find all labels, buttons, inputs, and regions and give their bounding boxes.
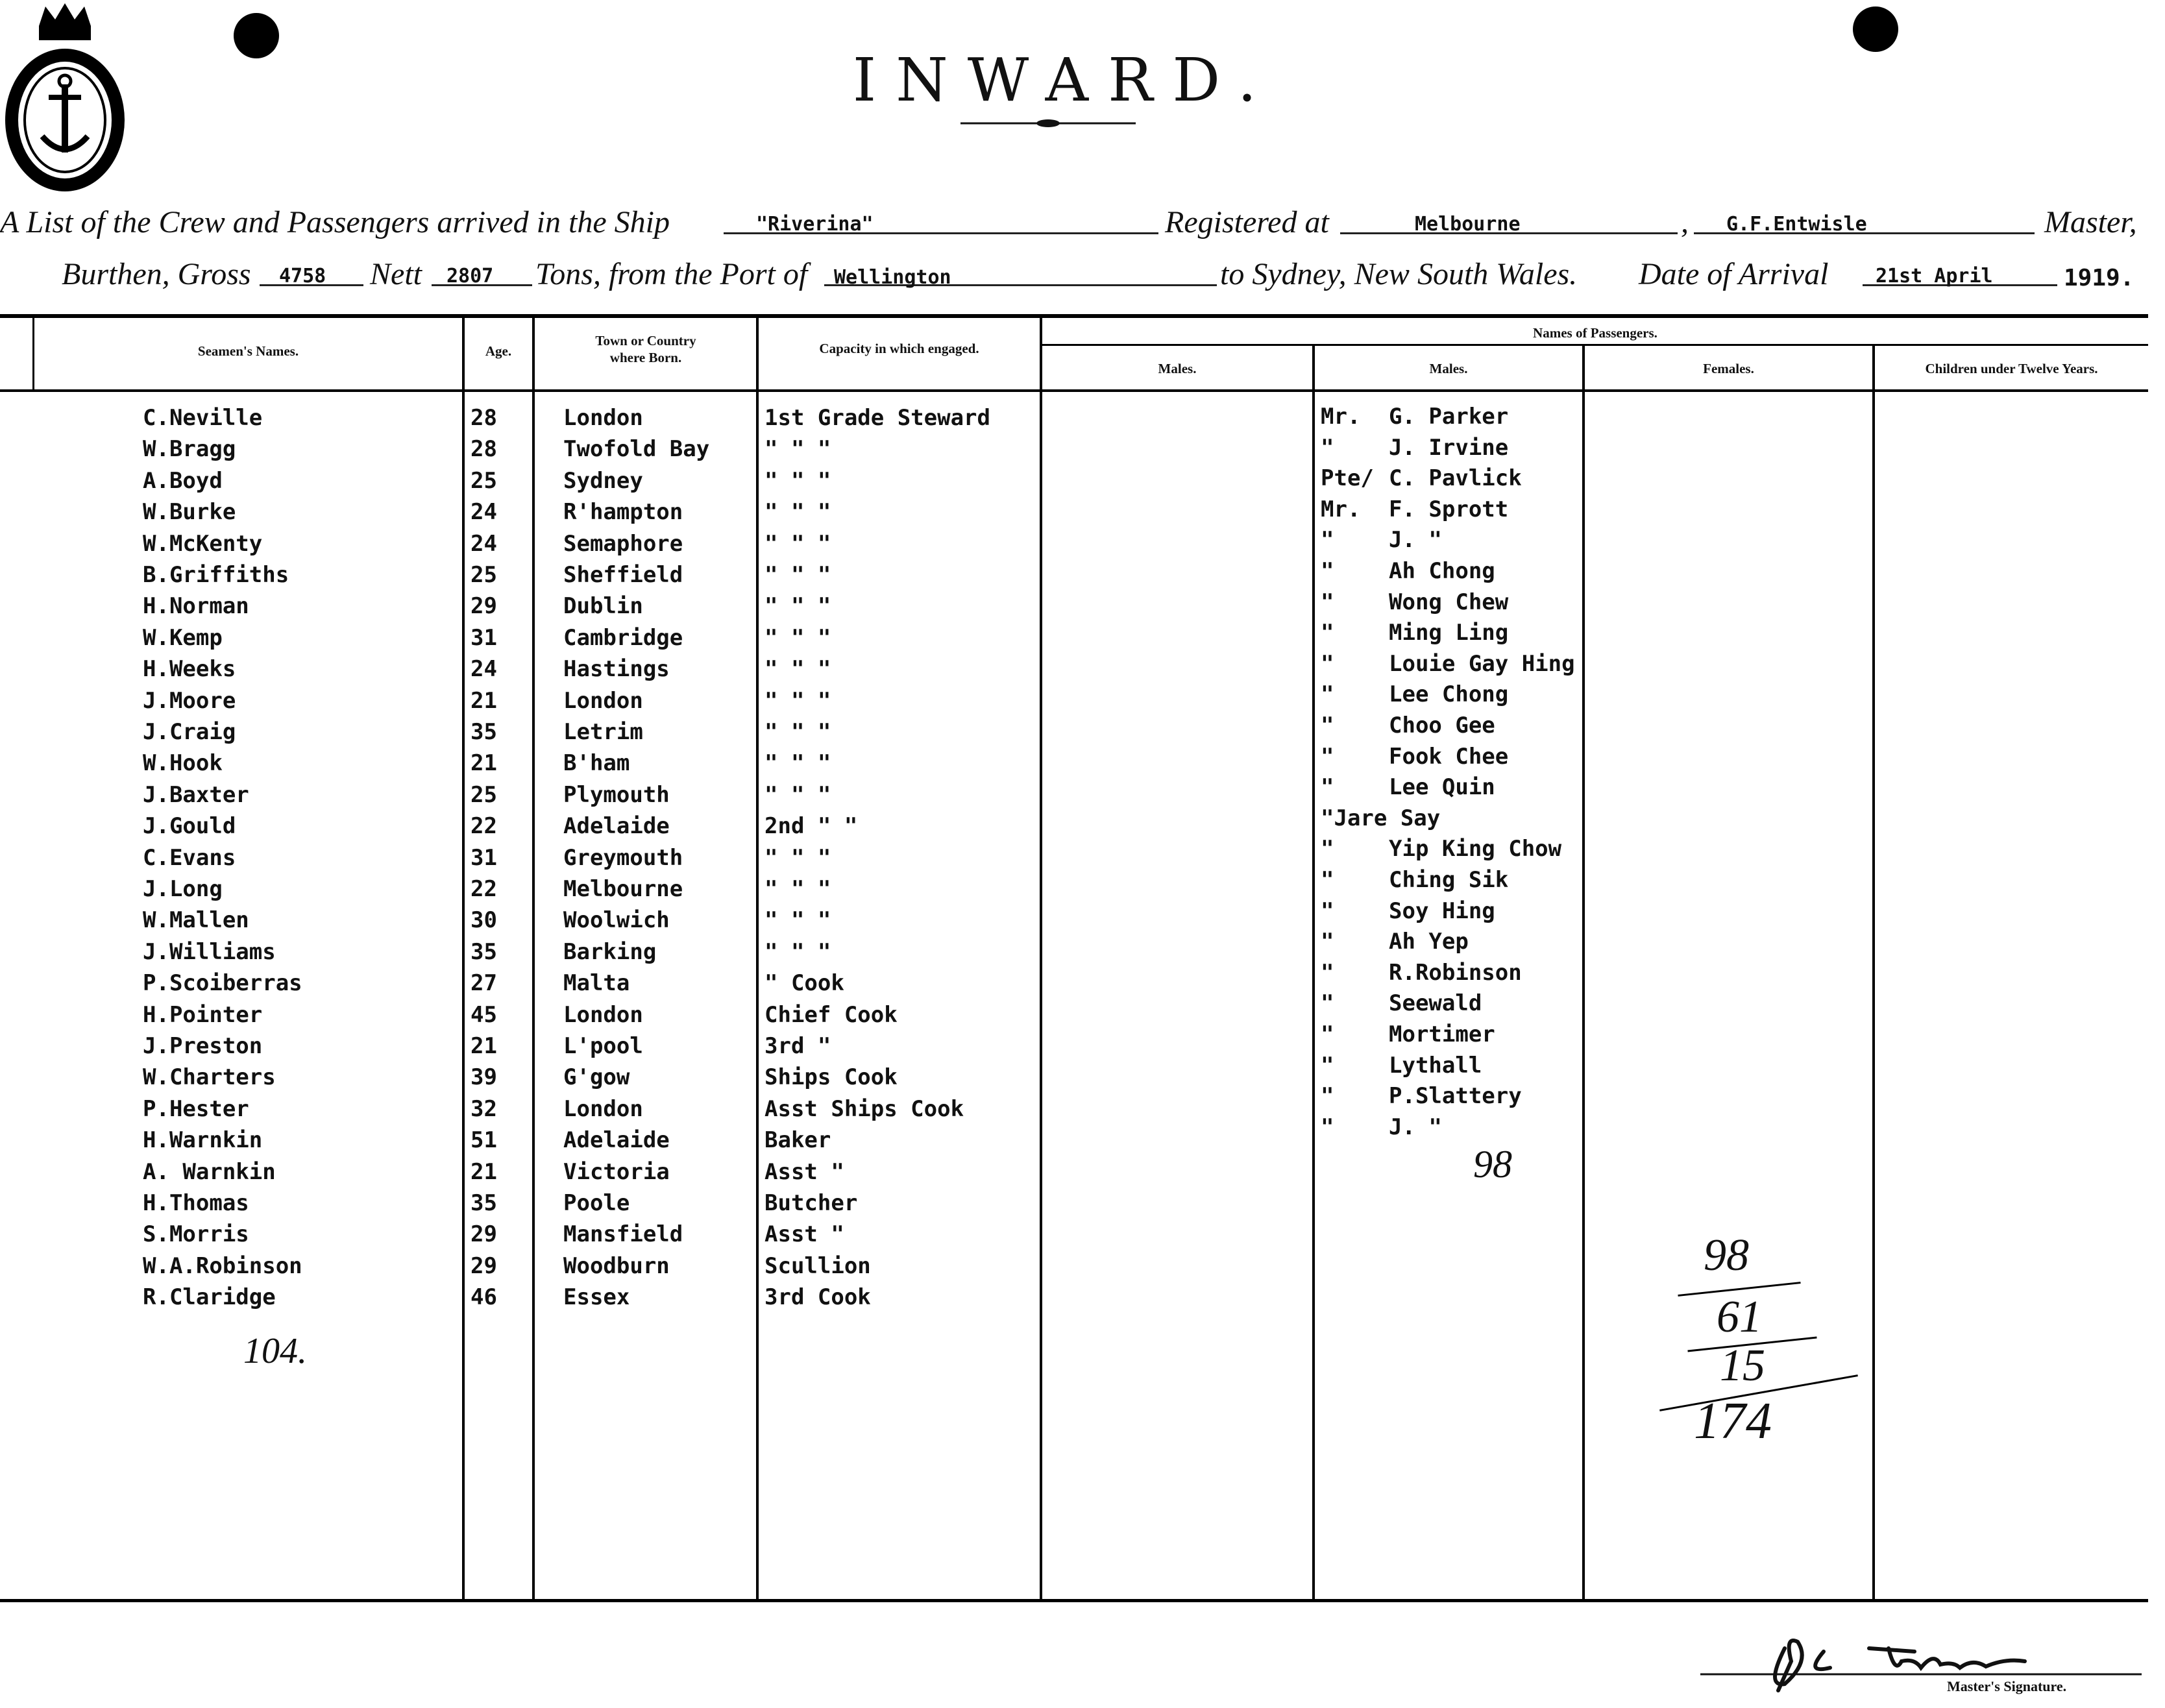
crew-birthplace: London	[563, 1002, 643, 1028]
crew-name: H.Norman	[143, 593, 249, 619]
passenger-title: "	[1321, 589, 1334, 615]
column-rule	[1872, 345, 1875, 1600]
crew-age: 32	[471, 1096, 497, 1122]
crew-birthplace: R'hampton	[563, 499, 683, 525]
crew-capacity: " " "	[764, 750, 831, 776]
crew-age: 31	[471, 845, 497, 871]
crew-name: W.Burke	[143, 499, 236, 525]
passenger-title: "	[1321, 867, 1334, 893]
passenger-name: Seewald	[1389, 990, 1482, 1016]
crew-birthplace: London	[563, 688, 643, 714]
crew-age: 30	[471, 907, 497, 933]
passenger-name: G. Parker	[1389, 404, 1509, 430]
crew-birthplace: Cambridge	[563, 625, 683, 651]
crew-birthplace: Adelaide	[563, 813, 670, 839]
crew-birthplace: Adelaide	[563, 1127, 670, 1153]
crew-age: 45	[471, 1002, 497, 1028]
passenger-title: "	[1321, 1021, 1334, 1047]
header-comma: ,	[1681, 205, 1689, 239]
seal-logo	[0, 0, 130, 195]
crew-age: 25	[471, 782, 497, 808]
passenger-name: Yip King Chow	[1389, 836, 1562, 862]
passenger-title: "	[1321, 651, 1334, 677]
passenger-title: "	[1321, 527, 1334, 553]
crew-name: J.Craig	[143, 719, 236, 745]
passenger-title: "	[1321, 929, 1334, 955]
crew-age: 35	[471, 939, 497, 965]
crew-age: 28	[471, 405, 497, 431]
passenger-name: Lythall	[1389, 1053, 1482, 1079]
crew-name: W.A.Robinson	[143, 1253, 302, 1279]
crew-capacity: " " "	[764, 593, 831, 619]
crew-capacity: " " "	[764, 939, 831, 965]
crew-capacity: " " "	[764, 499, 831, 525]
crew-name: C.Evans	[143, 845, 236, 871]
tally-total: 174	[1694, 1393, 1772, 1450]
crew-capacity: " Cook	[764, 970, 844, 996]
crew-capacity: 3rd Cook	[764, 1284, 871, 1310]
crew-name: W.Kemp	[143, 625, 223, 651]
crew-name: J.Gould	[143, 813, 236, 839]
column-rule	[1582, 345, 1585, 1600]
passenger-title: "	[1321, 558, 1334, 584]
crew-name: W.Bragg	[143, 436, 236, 462]
master-name: G.F.Entwisle	[1726, 213, 1867, 236]
crew-birthplace: Melbourne	[563, 876, 683, 902]
from-port-label: Tons, from the Port of	[535, 257, 808, 291]
crew-capacity: " " "	[764, 436, 831, 462]
crew-capacity: Chief Cook	[764, 1002, 898, 1028]
crew-birthplace: Victoria	[563, 1159, 670, 1185]
crew-birthplace: Poole	[563, 1190, 630, 1216]
column-rule	[32, 318, 34, 389]
header-line1-lead: A List of the Crew and Passengers arrived in the Ship	[0, 205, 670, 239]
crew-birthplace: Woodburn	[563, 1253, 670, 1279]
passenger-name: Soy Hing	[1389, 898, 1495, 924]
passenger-name: Ah Chong	[1389, 558, 1495, 584]
crew-capacity: Baker	[764, 1127, 831, 1153]
crew-age: 25	[471, 468, 497, 494]
burthen-label: Burthen, Gross	[62, 257, 251, 291]
col-head-males-2: Males.	[1429, 361, 1468, 376]
crew-name: J.Preston	[143, 1033, 263, 1059]
col-head-seamen: Seamen's Names.	[197, 343, 299, 359]
crew-age: 22	[471, 876, 497, 902]
crew-capacity: Asst "	[764, 1221, 844, 1247]
crew-age: 21	[471, 688, 497, 714]
crew-birthplace: Semaphore	[563, 531, 683, 557]
passenger-name: J. "	[1389, 527, 1442, 553]
passenger-title: "	[1321, 713, 1334, 738]
column-rule	[1312, 345, 1315, 1600]
crew-capacity: Butcher	[764, 1190, 858, 1216]
passenger-name: Ah Yep	[1389, 929, 1469, 955]
crew-name: S.Morris	[143, 1221, 249, 1247]
passenger-name: Lee Quin	[1389, 774, 1495, 800]
crew-birthplace: Plymouth	[563, 782, 670, 808]
crew-age: 29	[471, 593, 497, 619]
crew-capacity: " " "	[764, 719, 831, 745]
crew-birthplace: Sydney	[563, 468, 643, 494]
header-bottom-rule	[0, 389, 2148, 392]
col-head-age: Age.	[485, 343, 512, 359]
punch-hole-left	[234, 13, 279, 58]
crew-name: H.Thomas	[143, 1190, 249, 1216]
passenger-name: Louie Gay Hing	[1389, 651, 1575, 677]
crew-age: 27	[471, 970, 497, 996]
crew-age: 46	[471, 1284, 497, 1310]
col-head-capacity: Capacity in which engaged.	[819, 341, 979, 356]
column-rule	[756, 318, 759, 1600]
crew-age: 28	[471, 436, 497, 462]
column-rule	[462, 318, 465, 1600]
passenger-name: Choo Gee	[1389, 713, 1495, 738]
crew-capacity: 1st Grade Steward	[764, 405, 990, 431]
crew-age: 21	[471, 750, 497, 776]
header-registered-label: Registered at	[1165, 205, 1329, 239]
passenger-total-handwritten: 98	[1473, 1143, 1512, 1186]
title-ornament	[960, 117, 1136, 130]
crew-age: 29	[471, 1253, 497, 1279]
signature-label: Master's Signature.	[1947, 1678, 2067, 1694]
tally-line-1: 98	[1704, 1230, 1749, 1280]
crew-total-handwritten: 104.	[243, 1331, 307, 1371]
crew-name: P.Hester	[143, 1096, 249, 1122]
crew-age: 24	[471, 656, 497, 682]
crew-capacity: " " "	[764, 876, 831, 902]
passenger-title: "	[1321, 990, 1334, 1016]
crew-name: R.Claridge	[143, 1284, 276, 1310]
master-signature	[1700, 1622, 2142, 1694]
crew-birthplace: Greymouth	[563, 845, 683, 871]
passenger-title: "	[1321, 1083, 1334, 1109]
crew-name: A.Boyd	[143, 468, 223, 494]
passenger-name: P.Slattery	[1389, 1083, 1522, 1109]
col-head-children: Children under Twelve Years.	[1925, 361, 2098, 376]
passenger-title: "	[1321, 744, 1334, 770]
crew-capacity: " " "	[764, 562, 831, 588]
crew-age: 51	[471, 1127, 497, 1153]
nett-tons: 2807	[446, 265, 494, 287]
crew-birthplace: Letrim	[563, 719, 643, 745]
crew-capacity: " " "	[764, 531, 831, 557]
crew-name: W.Charters	[143, 1064, 276, 1090]
crew-name: J.Baxter	[143, 782, 249, 808]
crew-name: W.Hook	[143, 750, 223, 776]
column-rule	[1040, 318, 1042, 1600]
passenger-title: Mr.	[1321, 404, 1361, 430]
arrival-label: Date of Arrival	[1639, 257, 1829, 291]
crew-birthplace: G'gow	[563, 1064, 630, 1090]
crew-age: 24	[471, 499, 497, 525]
passenger-title: "	[1321, 681, 1334, 707]
passenger-name: Lee Chong	[1389, 681, 1509, 707]
crew-capacity: Scullion	[764, 1253, 871, 1279]
crew-age: 24	[471, 531, 497, 557]
passenger-title: "	[1321, 620, 1334, 646]
punch-hole-right	[1853, 6, 1898, 52]
passenger-title: "	[1321, 1114, 1334, 1140]
passenger-name: Ming Ling	[1389, 620, 1509, 646]
passenger-title: Mr.	[1321, 496, 1361, 522]
crew-capacity: 2nd " "	[764, 813, 858, 839]
crew-name: P.Scoiberras	[143, 970, 302, 996]
crew-name: H.Pointer	[143, 1002, 263, 1028]
crew-birthplace: Barking	[563, 939, 657, 965]
passenger-name: J. "	[1389, 1114, 1442, 1140]
page-title: INWARD.	[852, 45, 1277, 115]
gross-tons: 4758	[279, 265, 326, 287]
ship-name: "Riverina"	[756, 213, 874, 236]
header-master-label: Master,	[2044, 205, 2137, 239]
passenger-name: Wong Chew	[1389, 589, 1509, 615]
passenger-name: Ching Sik	[1389, 867, 1509, 893]
crew-capacity: " " "	[764, 688, 831, 714]
crew-name: J.Long	[143, 876, 223, 902]
crew-capacity: Ships Cook	[764, 1064, 898, 1090]
crew-capacity: 3rd "	[764, 1033, 831, 1059]
crew-birthplace: Woolwich	[563, 907, 670, 933]
col-head-females: Females.	[1703, 361, 1754, 376]
crew-capacity: " " "	[764, 782, 831, 808]
crew-birthplace: Sheffield	[563, 562, 683, 588]
crew-age: 35	[471, 719, 497, 745]
passenger-subhead-rule	[1040, 344, 2148, 346]
column-rule	[532, 318, 535, 1600]
passenger-name: Fook Chee	[1389, 744, 1509, 770]
crew-capacity: " " "	[764, 907, 831, 933]
passenger-title: "Jare Say	[1321, 805, 1441, 831]
passenger-name: J. Irvine	[1389, 435, 1509, 461]
col-head-males-1: Males.	[1158, 361, 1197, 376]
crew-birthplace: Essex	[563, 1284, 630, 1310]
crew-birthplace: Dublin	[563, 593, 643, 619]
crew-age: 21	[471, 1159, 497, 1185]
crew-capacity: Asst "	[764, 1159, 844, 1185]
crew-capacity: " " "	[764, 625, 831, 651]
crew-age: 25	[471, 562, 497, 588]
crew-birthplace: Malta	[563, 970, 630, 996]
crew-age: 31	[471, 625, 497, 651]
arrival-year: 1919.	[2064, 265, 2134, 291]
crew-name: C.Neville	[143, 405, 263, 431]
passenger-title: "	[1321, 960, 1334, 986]
crew-age: 21	[471, 1033, 497, 1059]
col-head-passengers: Names of Passengers.	[1533, 325, 1657, 341]
passenger-name: F. Sprott	[1389, 496, 1509, 522]
crew-name: A. Warnkin	[143, 1159, 276, 1185]
passenger-name: C. Pavlick	[1389, 465, 1522, 491]
passenger-name: R.Robinson	[1389, 960, 1522, 986]
arrival-date: 21st April	[1876, 265, 1993, 287]
crew-capacity: Asst Ships Cook	[764, 1096, 964, 1122]
crew-age: 29	[471, 1221, 497, 1247]
nett-label: Nett	[370, 257, 422, 291]
crew-birthplace: London	[563, 405, 643, 431]
crew-capacity: " " "	[764, 468, 831, 494]
crew-age: 35	[471, 1190, 497, 1216]
col-head-town: Town or Country where Born.	[595, 333, 696, 365]
crew-capacity: " " "	[764, 656, 831, 682]
crew-birthplace: Twofold Bay	[563, 436, 710, 462]
crew-birthplace: Mansfield	[563, 1221, 683, 1247]
crew-name: W.Mallen	[143, 907, 249, 933]
tally-line-3: 15	[1720, 1341, 1765, 1391]
passenger-name: Mortimer	[1389, 1021, 1495, 1047]
destination-label: to Sydney, New South Wales.	[1220, 257, 1578, 291]
crew-birthplace: L'pool	[563, 1033, 643, 1059]
table-top-rule	[0, 314, 2148, 318]
crew-name: B.Griffiths	[143, 562, 289, 588]
passenger-title: "	[1321, 435, 1334, 461]
registered-port: Melbourne	[1415, 213, 1521, 236]
crew-birthplace: Hastings	[563, 656, 670, 682]
crew-birthplace: B'ham	[563, 750, 630, 776]
passenger-title: Pte/	[1321, 465, 1374, 491]
crew-name: J.Williams	[143, 939, 276, 965]
table-bottom-rule	[0, 1599, 2148, 1602]
crew-name: H.Weeks	[143, 656, 236, 682]
passenger-title: "	[1321, 836, 1334, 862]
crew-age: 39	[471, 1064, 497, 1090]
crew-name: W.McKenty	[143, 531, 263, 557]
crew-birthplace: London	[563, 1096, 643, 1122]
passenger-title: "	[1321, 774, 1334, 800]
crew-name: J.Moore	[143, 688, 236, 714]
passenger-title: "	[1321, 1053, 1334, 1079]
tally-line-2: 61	[1717, 1292, 1762, 1342]
departure-port: Wellington	[834, 266, 951, 289]
crew-name: H.Warnkin	[143, 1127, 263, 1153]
crew-age: 22	[471, 813, 497, 839]
passenger-title: "	[1321, 898, 1334, 924]
crew-capacity: " " "	[764, 845, 831, 871]
